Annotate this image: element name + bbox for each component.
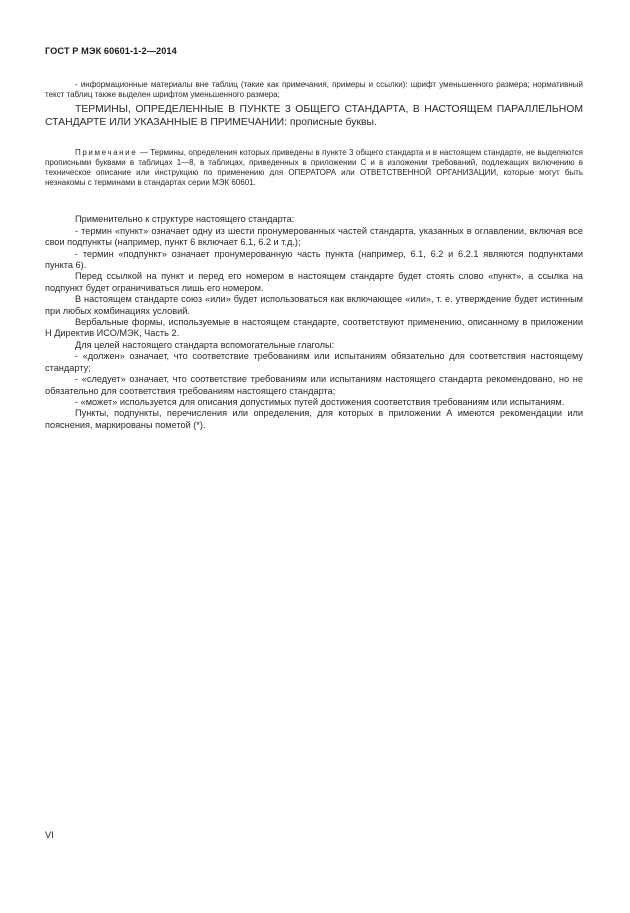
convention-info-materials: - информационные материалы вне таблиц (такие как примечания, примеры и ссылки): шрифт уменьшенного размера; нормативный текст таблиц также выделен шрифтом уменьшенного размера; bbox=[45, 80, 583, 100]
body-paragraph: - «должен» означает, что соответствие требованиям или испытаниям обязательно для соответствия настоящему стандарту; bbox=[45, 351, 583, 373]
body-paragraph: Перед ссылкой на пункт и перед его номером в настоящем стандарте будет стоять слово «пункт», а ссылка на подпункт будет ограничиваться лишь его номером. bbox=[45, 271, 583, 293]
document-header: ГОСТ Р МЭК 60601-1-2—2014 bbox=[45, 46, 177, 56]
page-content bbox=[45, 80, 583, 431]
body-paragraph: - «следует» означает, что соответствие требованиям или испытаниям настоящего стандарта рекомендовано, но не обязательно для соответствия требованиям настоящего стандарта; bbox=[45, 374, 583, 396]
note-label: Примечание bbox=[75, 147, 138, 157]
body-paragraph: - «может» используется для описания допустимых путей достижения соответствия требованиям или испытаниям. bbox=[75, 396, 565, 407]
convention-terms-caps: ТЕРМИНЫ, ОПРЕДЕЛЕННЫЕ В ПУНКТЕ 3 ОБЩЕГО СТАНДАРТА, В НАСТОЯЩЕМ ПАРАЛЛЕЛЬНОМ СТАНДАРТЕ ИЛИ УКАЗАННЫЕ В ПРИМЕЧАНИИ: прописные буквы. bbox=[45, 104, 583, 128]
body-paragraph: - термин «пункт» означает одну из шести пронумерованных частей стандарта, указанных в оглавлении, включая все свои подпункты (например, пункт 6 включает 6.1, 6.2 и т.д.); bbox=[45, 225, 583, 248]
body-paragraph: Для целей настоящего стандарта вспомогательные глаголы: bbox=[75, 339, 335, 350]
body-paragraph: Пункты, подпункты, перечисления или определения, для которых в приложении А имеются рекомендации или пояснения, маркированы пометой (*). bbox=[45, 408, 583, 430]
main-body bbox=[45, 214, 583, 431]
note-paragraph bbox=[45, 148, 583, 189]
body-paragraph: В настоящем стандарте союз «или» будет использоваться как включающее «или», т. е. утверждение будет истинным при любых комбинациях условий. bbox=[45, 294, 583, 316]
body-paragraph: Применительно к структуре настоящего стандарта: bbox=[75, 214, 295, 225]
body-paragraph: Вербальные формы, используемые в настоящем стандарте, соответствуют применению, описанному в приложении Н Директив ИСО/МЭК, Часть 2. bbox=[45, 317, 583, 339]
note-text: — Термины, определения которых приведены в пункте 3 общего стандарта и в настоящем стандарте, не выделяются прописными буквами в таблицах 1—8, в таблицах, приведенных в приложении С и в изложении требований, подлежащих включению в техническое описание или инструкцию по применению для ОПЕРАТОРА или ОТВЕТСТВЕННОЙ ОРГАНИЗАЦИИ, которые могут быть незнакомы с терминами в стандартах серии МЭК 60601. bbox=[45, 147, 583, 188]
page-number: VI bbox=[45, 830, 54, 840]
body-paragraph: - термин «подпункт» означает пронумерованную часть пункта (например, 6.1, 6.2 и 6.2.1 являются подпунктами пункта 6). bbox=[45, 248, 583, 271]
